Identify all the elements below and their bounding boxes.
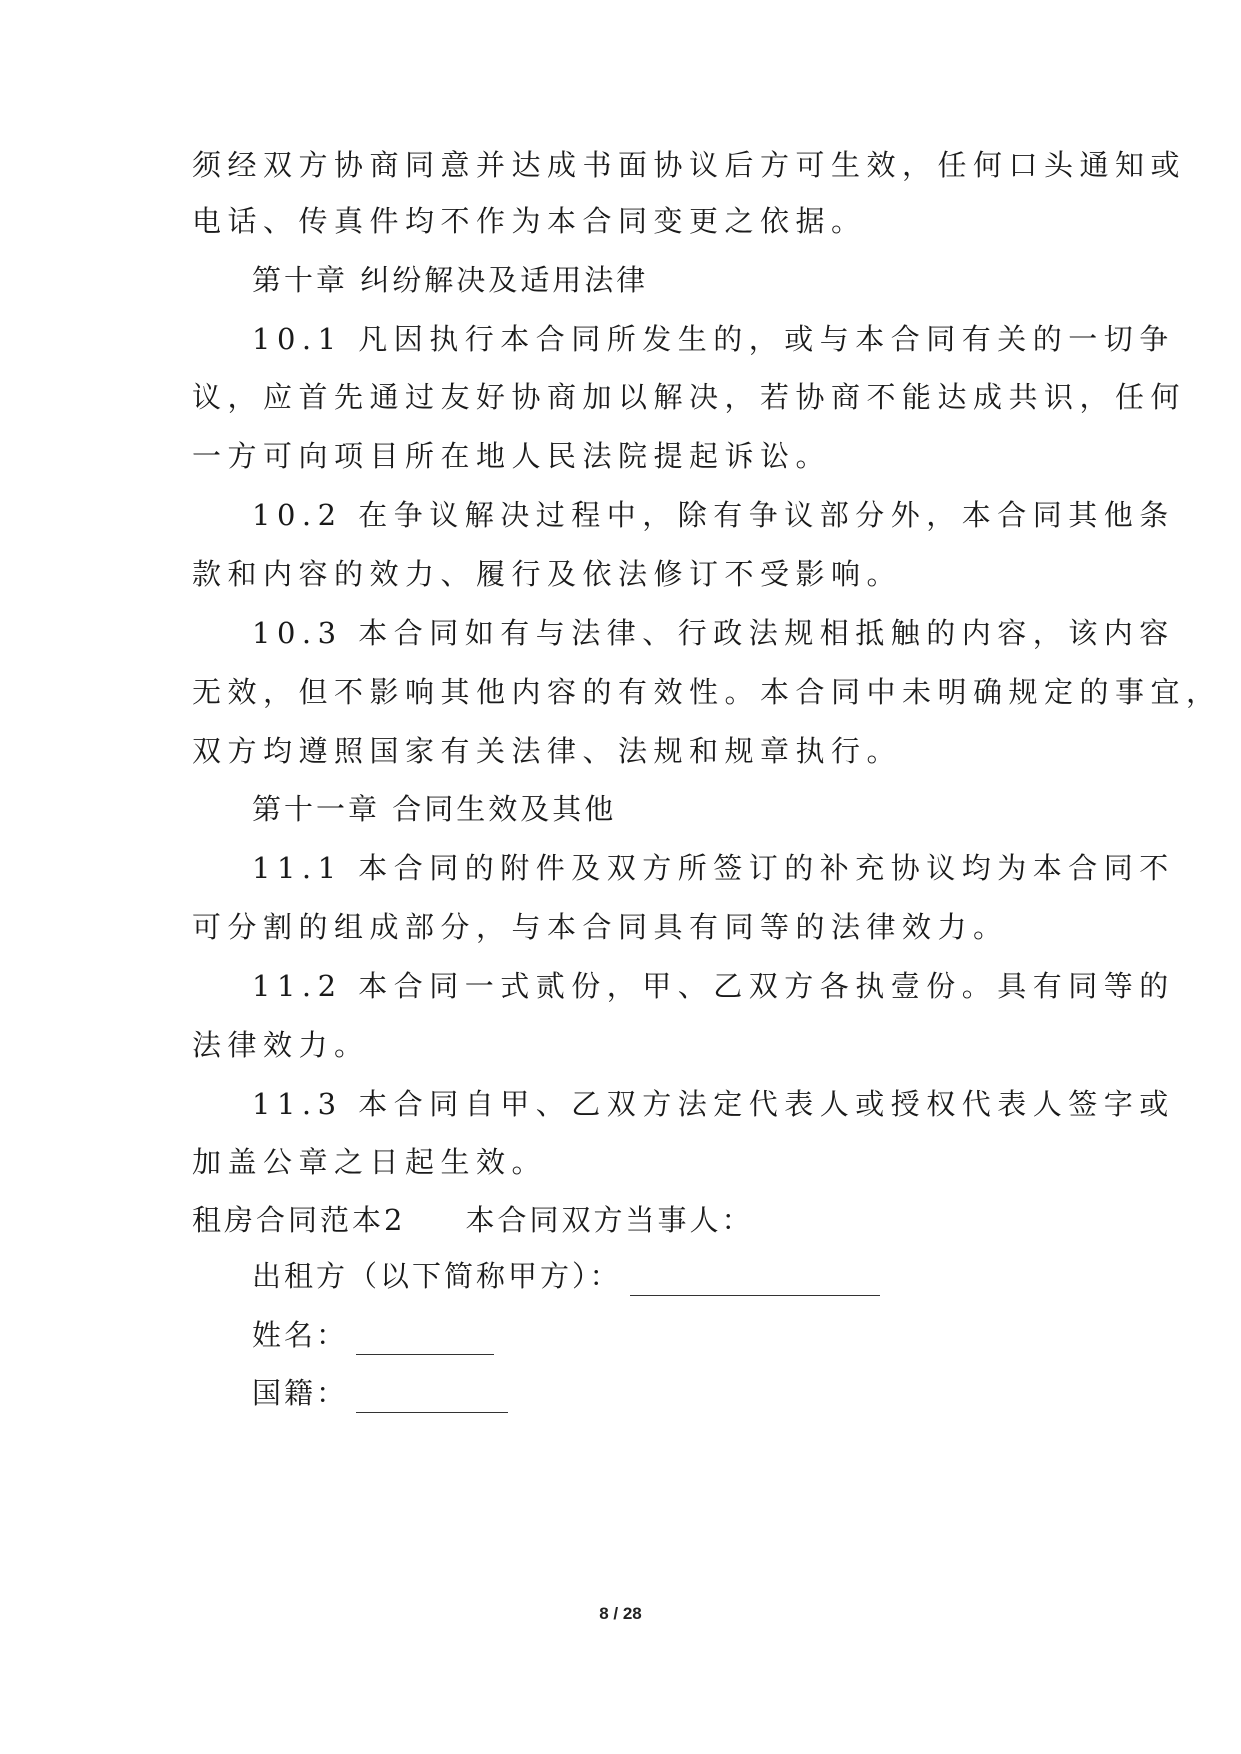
nationality-field <box>252 1368 1122 1418</box>
paragraph-line: 一方可向项目所在地人民法院提起诉讼。 <box>192 439 832 473</box>
chapter-10-heading: 第十章 纠纷解决及适用法律 <box>252 263 649 297</box>
name-blank[interactable] <box>356 1320 494 1355</box>
name-field <box>252 1310 1122 1360</box>
paragraph-line: 议，应首先通过友好协商加以解决，若协商不能达成共识，任何 <box>192 380 1187 414</box>
paragraph-line: 11.1 本合同的附件及双方所签订的补充协议均为本合同不 <box>252 851 1175 885</box>
paragraph-line: 须经双方协商同意并达成书面协议后方可生效，任何口头通知或 <box>192 148 1187 182</box>
paragraph-line: 10.3 本合同如有与法律、行政法规相抵触的内容，该内容 <box>252 616 1175 650</box>
paragraph-line: 可分割的组成部分，与本合同具有同等的法律效力。 <box>192 910 1009 944</box>
chapter-11-heading: 第十一章 合同生效及其他 <box>252 792 617 826</box>
paragraph-line: 款和内容的效力、履行及依法修订不受影响。 <box>192 557 903 591</box>
paragraph-line: 无效，但不影响其他内容的有效性。本合同中未明确规定的事宜， <box>192 675 1222 709</box>
paragraph-line: 法律效力。 <box>192 1028 370 1062</box>
lessor-blank[interactable] <box>630 1261 880 1296</box>
parties-intro: 本合同双方当事人： <box>465 1203 754 1237</box>
page-number: 8 / 28 <box>599 1604 642 1623</box>
paragraph-line: 双方均遵照国家有关法律、法规和规章执行。 <box>192 734 903 768</box>
paragraph-line: 11.2 本合同一式贰份，甲、乙双方各执壹份。具有同等的 <box>252 969 1175 1003</box>
paragraph-line: 10.2 在争议解决过程中，除有争议部分外，本合同其他条 <box>252 498 1175 532</box>
sample-title: 租房合同范本2 <box>192 1203 406 1237</box>
paragraph-line: 加盖公章之日起生效。 <box>192 1145 548 1179</box>
lessor-field <box>252 1251 1122 1301</box>
lessor-label: 出租方（以下简称甲方）： <box>252 1259 622 1293</box>
sample-title-line <box>192 1195 1062 1245</box>
paragraph-line: 电话、传真件均不作为本合同变更之依据。 <box>192 204 867 238</box>
paragraph-line: 10.1 凡因执行本合同所发生的，或与本合同有关的一切争 <box>252 322 1175 356</box>
nationality-label: 国籍： <box>252 1376 349 1410</box>
name-label: 姓名： <box>252 1318 349 1352</box>
nationality-blank[interactable] <box>356 1378 508 1413</box>
paragraph-line: 11.3 本合同自甲、乙双方法定代表人或授权代表人签字或 <box>252 1087 1175 1121</box>
